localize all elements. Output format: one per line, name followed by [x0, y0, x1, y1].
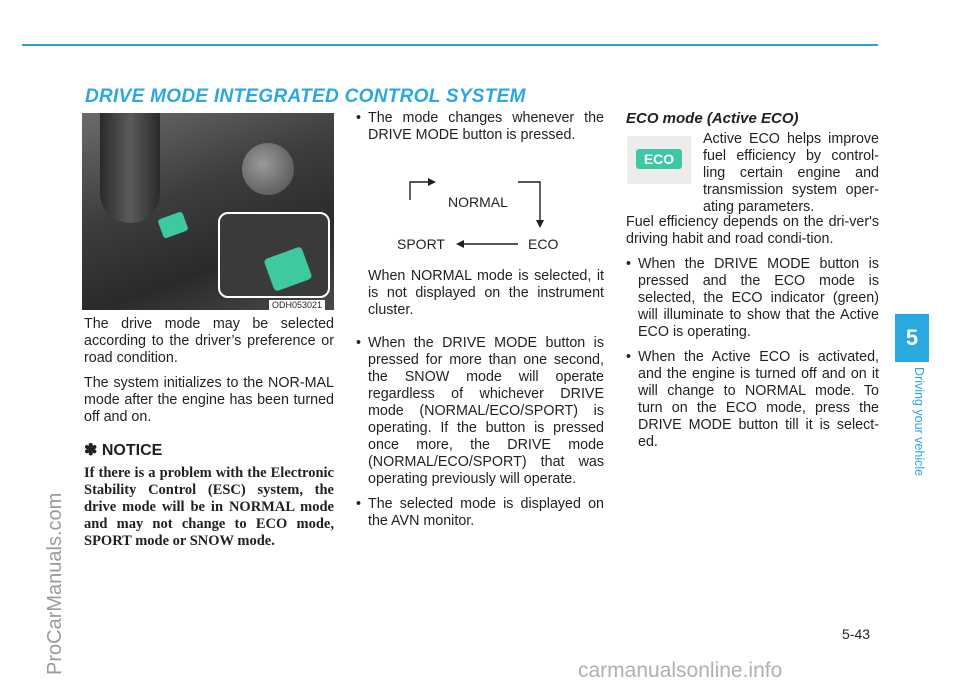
eco-indicator-icon: ECO: [636, 149, 682, 169]
snow-mode-bullet: • When the DRIVE MODE button is pressed for more than one second, the SNOW mode will operate regardless of whichever DRIVE mode (NORMAL/ECO/SPORT) is operating. If the button is pressed once more, the DRIVE mode (NORMAL/ECO/SPORT) that was operating previously will operate.: [356, 335, 604, 488]
chapter-tab: 5: [895, 314, 929, 362]
eco-indicator-box: [627, 136, 691, 184]
column-2: [356, 110, 604, 538]
page-number: 5-43: [842, 626, 871, 642]
arrow-sport-to-normal: [410, 182, 428, 200]
arrowhead-eco: [536, 220, 544, 228]
arrow-normal-to-eco: [518, 182, 540, 220]
mode-list-b: [356, 335, 604, 530]
arrowhead-normal: [428, 178, 436, 186]
initialize-paragraph: The system initializes to the NOR-MAL mode after the engine has been turned off and on.: [84, 375, 334, 425]
mode-cycle-diagram: [356, 152, 604, 256]
top-rule: [22, 44, 878, 46]
column-1: [84, 316, 334, 558]
diagram-label-eco: ECO: [528, 236, 559, 252]
normal-mode-note: When NORMAL mode is selected, it is not displayed on the instrument cluster.: [368, 268, 604, 318]
notice-title: ✽ NOTICE: [84, 442, 163, 459]
section-title: DRIVE MODE INTEGRATED CONTROL SYSTEM: [85, 86, 526, 107]
drive-mode-button-photo: [157, 211, 188, 239]
mode-list-a: [356, 110, 604, 144]
eco-mode-heading: ECO mode (Active ECO): [626, 110, 799, 127]
fuel-efficiency-paragraph: Fuel efficiency depends on the dri-ver's driving habit and road condi-tion.: [626, 214, 879, 247]
chapter-side-label: Driving your vehicle: [912, 367, 926, 477]
photo-code: ODH053021: [269, 300, 325, 310]
diagram-label-normal: NORMAL: [448, 194, 508, 210]
notice-body: If there is a problem with the Electronic Stability Control (ESC) system, the drive mode will be in NORMAL mode and may not change to ECO mode, SPORT mode or SNOW mode.: [84, 465, 334, 549]
eco-reset-bullet: • When the Active ECO is activated, and the engine is turned off and on it will change to NORMAL mode. To turn on the ECO mode, press the DRIVE MODE button till it is select-ed.: [626, 349, 879, 451]
intro-paragraph: The drive mode may be selected according to the driver’s preference or road condition.: [84, 316, 334, 366]
gear-shifter: [100, 113, 160, 223]
watermark-left: ProCarManuals.com: [44, 492, 66, 675]
eco-indicator-bullet: • When the DRIVE MODE button is pressed and the ECO mode is selected, the ECO indicator (green) will illuminate to show that the Active ECO is operating.: [626, 256, 879, 341]
eco-list: [626, 256, 879, 451]
column-3-body: [626, 214, 879, 459]
watermark-bottom: carmanualsonline.info: [578, 659, 783, 682]
console-photo: [82, 113, 334, 310]
mode-change-bullet: • The mode changes whenever the DRIVE MODE button is pressed.: [356, 110, 604, 144]
arrowhead-sport: [456, 240, 464, 248]
control-knob: [242, 143, 294, 195]
active-eco-description: Active ECO helps improve fuel efficiency by control-ling certain engine and transmission system oper-ating parameters.: [703, 131, 879, 215]
avn-display-bullet: • The selected mode is displayed on the AVN monitor.: [356, 496, 604, 530]
diagram-label-sport: SPORT: [397, 236, 445, 252]
